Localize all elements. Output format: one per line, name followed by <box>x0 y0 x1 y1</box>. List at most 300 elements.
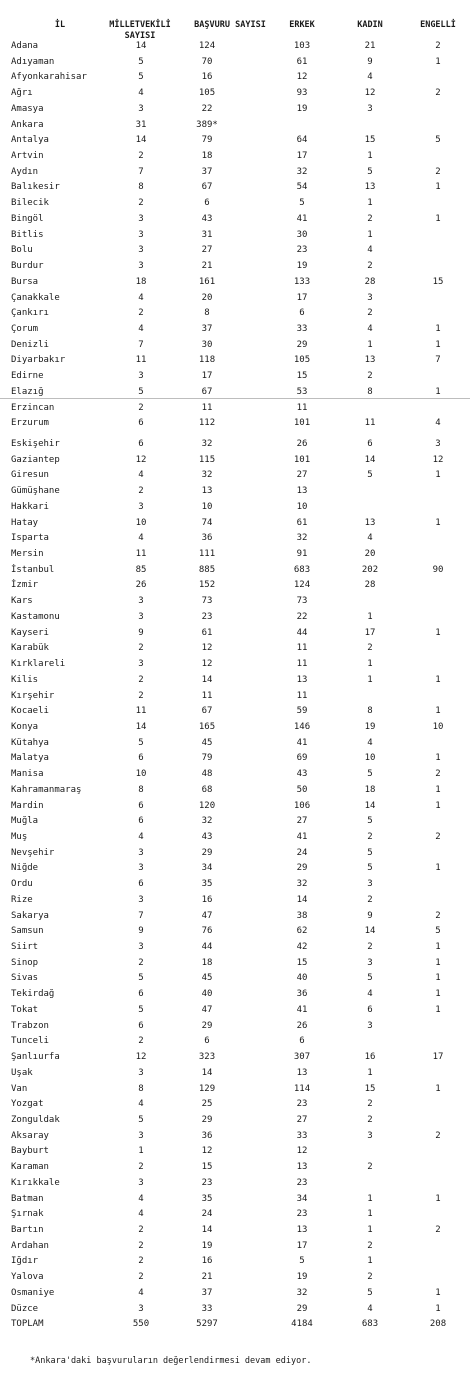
cell-deputies: 2 <box>138 1240 144 1251</box>
table-row <box>0 468 470 484</box>
cell-male: 17 <box>296 292 308 303</box>
cell-male: 11 <box>296 690 308 701</box>
cell-female: 9 <box>367 910 373 921</box>
cell-applications: 23 <box>201 611 213 622</box>
table-row <box>0 846 470 862</box>
cell-deputies: 3 <box>138 261 144 272</box>
cell-province: Bayburt <box>11 1146 49 1157</box>
cell-female: 2 <box>367 1114 373 1125</box>
cell-province: Şırnak <box>11 1209 44 1220</box>
cell-male: 114 <box>293 1083 311 1094</box>
cell-female: 9 <box>367 56 373 67</box>
header-deputy-count: MİLLETVEKİLİ SAYISI <box>109 20 171 41</box>
cell-deputies: 5 <box>138 56 144 67</box>
cell-disabled: 1 <box>435 800 441 811</box>
table-row <box>0 338 470 354</box>
cell-applications: 112 <box>198 418 216 429</box>
cell-male: 5 <box>299 1256 305 1267</box>
table-row <box>0 673 470 689</box>
table-row <box>0 689 470 705</box>
cell-female: 10 <box>364 753 376 764</box>
cell-province: Kastamonu <box>11 611 60 622</box>
cell-province: Mardin <box>11 800 44 811</box>
cell-applications: 67 <box>201 182 213 193</box>
cell-female: 2 <box>367 261 373 272</box>
cell-female: 17 <box>364 627 376 638</box>
cell-province: Sinop <box>11 957 39 968</box>
cell-deputies: 10 <box>135 517 147 528</box>
cell-deputies: 6 <box>138 800 144 811</box>
cell-province: Kocaeli <box>11 706 49 717</box>
cell-deputies: 26 <box>135 580 147 591</box>
cell-female: 21 <box>364 41 376 51</box>
cell-deputies: 7 <box>138 910 144 921</box>
cell-female: 4 <box>367 245 373 256</box>
cell-applications: 48 <box>201 769 213 780</box>
cell-applications: 21 <box>201 261 213 272</box>
cell-applications: 13 <box>201 486 213 497</box>
cell-province: Ordu <box>11 879 33 890</box>
cell-male: 32 <box>296 1287 308 1298</box>
cell-female: 5 <box>367 973 373 984</box>
cell-province: Çanakkale <box>11 292 60 303</box>
cell-applications: 389* <box>196 119 218 130</box>
cell-deputies: 14 <box>135 135 147 146</box>
cell-disabled: 1 <box>435 942 441 953</box>
cell-province: TOPLAM <box>11 1319 44 1330</box>
cell-province: Manisa <box>11 769 44 780</box>
cell-disabled: 1 <box>435 674 441 685</box>
cell-province: Bolu <box>11 245 33 256</box>
cell-male: 38 <box>296 910 308 921</box>
cell-disabled: 7 <box>435 355 441 366</box>
cell-applications: 16 <box>201 72 213 83</box>
cell-disabled: 90 <box>432 564 444 575</box>
cell-applications: 165 <box>198 721 216 732</box>
cell-male: 14 <box>296 894 308 905</box>
cell-male: 27 <box>296 816 308 827</box>
cell-female: 1 <box>367 229 373 240</box>
table-row <box>0 1270 470 1286</box>
cell-deputies: 6 <box>138 879 144 890</box>
table-row <box>0 55 470 71</box>
cell-deputies: 3 <box>138 103 144 114</box>
header-province: İL <box>54 20 66 30</box>
cell-province: Gaziantep <box>11 454 60 465</box>
cell-province: Bursa <box>11 276 39 287</box>
cell-deputies: 2 <box>138 308 144 319</box>
table-row <box>0 861 470 877</box>
cell-female: 2 <box>367 1272 373 1283</box>
cell-deputies: 5 <box>138 1114 144 1125</box>
cell-female: 1 <box>367 151 373 162</box>
cell-province: Muş <box>11 832 28 842</box>
cell-female: 6 <box>367 439 373 449</box>
table-row <box>0 306 470 322</box>
cell-female: 4 <box>367 1303 373 1314</box>
cell-deputies: 7 <box>138 166 144 177</box>
table-row <box>0 1144 470 1160</box>
cell-deputies: 3 <box>138 213 144 224</box>
cell-applications: 12 <box>201 643 213 654</box>
table-row <box>0 1286 470 1302</box>
table-row <box>0 322 470 338</box>
table-row <box>0 1223 470 1239</box>
cell-male: 17 <box>296 151 308 162</box>
cell-female: 16 <box>364 1052 376 1063</box>
cell-deputies: 4 <box>138 88 144 99</box>
cell-deputies: 2 <box>138 1256 144 1267</box>
cell-applications: 27 <box>201 245 213 256</box>
cell-disabled: 1 <box>435 56 441 67</box>
cell-applications: 21 <box>201 1272 213 1283</box>
cell-disabled: 208 <box>429 1319 447 1330</box>
cell-applications: 33 <box>201 1303 213 1314</box>
cell-male: 22 <box>296 611 308 622</box>
cell-deputies: 4 <box>138 1099 144 1110</box>
cell-province: Burdur <box>11 261 44 272</box>
table-row <box>0 987 470 1003</box>
cell-province: Şanlıurfa <box>11 1052 60 1063</box>
cell-province: Tokat <box>11 1004 39 1015</box>
table-row <box>0 594 470 610</box>
cell-male: 30 <box>296 229 308 240</box>
cell-disabled: 1 <box>435 517 441 528</box>
cell-applications: 16 <box>201 1256 213 1267</box>
cell-disabled: 1 <box>435 753 441 764</box>
cell-applications: 152 <box>198 580 216 591</box>
cell-male: 101 <box>293 454 311 465</box>
table-row <box>0 70 470 86</box>
cell-deputies: 2 <box>138 957 144 968</box>
cell-applications: 45 <box>201 973 213 984</box>
cell-applications: 111 <box>198 549 216 560</box>
cell-province: Denizli <box>11 339 49 350</box>
cell-province: Çorum <box>11 323 39 334</box>
cell-applications: 16 <box>201 894 213 905</box>
cell-deputies: 550 <box>132 1319 150 1330</box>
cell-applications: 29 <box>201 847 213 858</box>
cell-male: 13 <box>296 1067 308 1078</box>
cell-applications: 8 <box>204 308 210 319</box>
cell-deputies: 2 <box>138 402 144 413</box>
table-row <box>0 228 470 244</box>
cell-female: 3 <box>367 879 373 890</box>
cell-deputies: 85 <box>135 564 147 575</box>
cell-applications: 32 <box>201 470 213 481</box>
cell-applications: 35 <box>201 1193 213 1204</box>
table-row <box>0 243 470 259</box>
cell-deputies: 3 <box>138 371 144 382</box>
table-row <box>0 893 470 909</box>
cell-applications: 37 <box>201 166 213 177</box>
cell-province: Kilis <box>11 674 39 685</box>
table-row <box>0 799 470 815</box>
table-row <box>0 180 470 196</box>
cell-disabled: 1 <box>435 213 441 224</box>
cell-female: 2 <box>367 213 373 224</box>
table-row <box>0 940 470 956</box>
cell-male: 11 <box>296 659 308 670</box>
table-row <box>0 259 470 275</box>
table-row <box>0 1034 470 1050</box>
cell-female: 5 <box>367 769 373 780</box>
table-row <box>0 437 470 453</box>
cell-applications: 36 <box>201 533 213 544</box>
cell-province: Adana <box>11 41 39 51</box>
cell-deputies: 8 <box>138 182 144 193</box>
cell-applications: 19 <box>201 1240 213 1251</box>
cell-female: 1 <box>367 1209 373 1220</box>
cell-province: Erzincan <box>11 402 55 413</box>
cell-male: 41 <box>296 832 308 842</box>
cell-applications: 14 <box>201 1067 213 1078</box>
cell-male: 33 <box>296 1130 308 1141</box>
cell-applications: 32 <box>201 439 213 449</box>
table-row <box>0 1019 470 1035</box>
cell-disabled: 1 <box>435 989 441 1000</box>
cell-male: 13 <box>296 486 308 497</box>
cell-disabled: 1 <box>435 1303 441 1314</box>
cell-applications: 11 <box>201 690 213 701</box>
cell-male: 19 <box>296 103 308 114</box>
header-application-count: BAŞVURU SAYISI <box>194 20 266 30</box>
table-row <box>0 1066 470 1082</box>
cell-disabled: 2 <box>435 832 441 842</box>
cell-female: 2 <box>367 1099 373 1110</box>
cell-male: 23 <box>296 1177 308 1188</box>
cell-applications: 45 <box>201 737 213 748</box>
table-row <box>0 626 470 642</box>
cell-deputies: 9 <box>138 926 144 937</box>
cell-male: 27 <box>296 470 308 481</box>
cell-deputies: 3 <box>138 1067 144 1078</box>
cell-male: 101 <box>293 418 311 429</box>
cell-province: İstanbul <box>11 564 55 575</box>
cell-male: 13 <box>296 674 308 685</box>
cell-province: Erzurum <box>11 418 49 429</box>
cell-applications: 161 <box>198 276 216 287</box>
cell-province: Uşak <box>11 1067 33 1078</box>
cell-applications: 22 <box>201 103 213 114</box>
footnote: *Ankara'daki başvuruların değerlendirmesi devam ediyor. <box>30 1356 312 1366</box>
cell-disabled: 17 <box>432 1052 444 1063</box>
cell-male: 54 <box>296 182 308 193</box>
cell-province: Siirt <box>11 942 39 953</box>
cell-male: 146 <box>293 721 311 732</box>
cell-deputies: 1 <box>138 1146 144 1157</box>
table-row <box>0 830 470 846</box>
cell-province: Kütahya <box>11 737 49 748</box>
cell-province: Diyarbakır <box>11 355 66 366</box>
cell-deputies: 12 <box>135 1052 147 1063</box>
cell-female: 13 <box>364 517 376 528</box>
cell-applications: 30 <box>201 339 213 350</box>
table-row <box>0 1003 470 1019</box>
cell-male: 61 <box>296 517 308 528</box>
table-row <box>0 704 470 720</box>
cell-female: 4 <box>367 533 373 544</box>
cell-male: 12 <box>296 1146 308 1157</box>
cell-applications: 36 <box>201 1130 213 1141</box>
table-row <box>0 909 470 925</box>
table-row <box>0 783 470 799</box>
cell-male: 69 <box>296 753 308 764</box>
cell-applications: 73 <box>201 596 213 607</box>
cell-province: Muğla <box>11 816 39 827</box>
cell-applications: 11 <box>201 402 213 413</box>
section-divider <box>0 398 470 399</box>
cell-male: 34 <box>296 1193 308 1204</box>
cell-disabled: 1 <box>435 470 441 481</box>
cell-deputies: 3 <box>138 611 144 622</box>
table-row <box>0 133 470 149</box>
cell-male: 13 <box>296 1162 308 1173</box>
cell-disabled: 1 <box>435 386 441 397</box>
cell-province: Balıkesir <box>11 182 60 193</box>
cell-male: 23 <box>296 1209 308 1220</box>
cell-province: Tunceli <box>11 1036 49 1047</box>
cell-applications: 23 <box>201 1177 213 1188</box>
table-row <box>0 877 470 893</box>
cell-deputies: 31 <box>135 119 147 130</box>
table-row <box>0 1129 470 1145</box>
cell-deputies: 2 <box>138 1162 144 1173</box>
cell-disabled: 1 <box>435 1004 441 1015</box>
cell-deputies: 4 <box>138 470 144 481</box>
cell-female: 19 <box>364 721 376 732</box>
cell-applications: 29 <box>201 1020 213 1031</box>
table-row <box>0 416 470 432</box>
cell-male: 26 <box>296 439 308 449</box>
cell-deputies: 14 <box>135 41 147 51</box>
cell-female: 1 <box>367 1225 373 1235</box>
table-row <box>0 547 470 563</box>
cell-applications: 129 <box>198 1083 216 1094</box>
cell-applications: 115 <box>198 454 216 465</box>
cell-male: 91 <box>296 549 308 560</box>
cell-province: Antalya <box>11 135 49 146</box>
table-row <box>0 610 470 626</box>
cell-disabled: 2 <box>435 910 441 921</box>
cell-male: 12 <box>296 72 308 83</box>
cell-applications: 10 <box>201 501 213 512</box>
cell-female: 1 <box>367 611 373 622</box>
cell-applications: 35 <box>201 879 213 890</box>
cell-female: 1 <box>367 1193 373 1204</box>
cell-disabled: 10 <box>432 721 444 732</box>
cell-deputies: 4 <box>138 1193 144 1204</box>
cell-applications: 76 <box>201 926 213 937</box>
cell-province: Gümüşhane <box>11 486 60 497</box>
cell-male: 24 <box>296 847 308 858</box>
cell-province: Karaman <box>11 1162 49 1173</box>
cell-deputies: 12 <box>135 454 147 465</box>
cell-male: 103 <box>293 41 311 51</box>
cell-disabled: 1 <box>435 1193 441 1204</box>
cell-province: Edirne <box>11 371 44 382</box>
cell-female: 4 <box>367 323 373 334</box>
cell-deputies: 8 <box>138 1083 144 1094</box>
cell-male: 15 <box>296 371 308 382</box>
cell-deputies: 2 <box>138 1036 144 1047</box>
cell-applications: 5297 <box>196 1319 218 1330</box>
table-row <box>0 1192 470 1208</box>
cell-male: 29 <box>296 339 308 350</box>
table-row <box>0 102 470 118</box>
cell-deputies: 6 <box>138 753 144 764</box>
cell-deputies: 8 <box>138 784 144 795</box>
cell-applications: 67 <box>201 706 213 717</box>
cell-deputies: 5 <box>138 386 144 397</box>
cell-female: 13 <box>364 182 376 193</box>
cell-province: Ağrı <box>11 88 33 99</box>
cell-male: 4184 <box>291 1319 313 1330</box>
cell-deputies: 7 <box>138 339 144 350</box>
cell-male: 42 <box>296 942 308 953</box>
cell-female: 1 <box>367 198 373 209</box>
cell-deputies: 11 <box>135 355 147 366</box>
table-row <box>0 736 470 752</box>
cell-disabled: 15 <box>432 276 444 287</box>
cell-female: 5 <box>367 847 373 858</box>
cell-male: 106 <box>293 800 311 811</box>
cell-deputies: 3 <box>138 942 144 953</box>
cell-female: 28 <box>364 580 376 591</box>
cell-male: 133 <box>293 276 311 287</box>
cell-female: 1 <box>367 674 373 685</box>
table-row <box>0 641 470 657</box>
cell-female: 3 <box>367 1130 373 1141</box>
cell-female: 4 <box>367 989 373 1000</box>
cell-male: 11 <box>296 643 308 654</box>
cell-deputies: 3 <box>138 1177 144 1188</box>
cell-deputies: 2 <box>138 1272 144 1283</box>
cell-female: 20 <box>364 549 376 560</box>
table-row <box>0 657 470 673</box>
cell-applications: 79 <box>201 135 213 146</box>
cell-applications: 118 <box>198 355 216 366</box>
cell-province: Elazığ <box>11 386 44 397</box>
cell-applications: 25 <box>201 1099 213 1110</box>
table-row <box>0 1302 470 1318</box>
cell-male: 683 <box>293 564 311 575</box>
cell-male: 11 <box>296 402 308 413</box>
cell-female: 4 <box>367 737 373 748</box>
total-row <box>0 1317 470 1333</box>
cell-province: Rize <box>11 894 33 905</box>
cell-male: 32 <box>296 166 308 177</box>
cell-disabled: 4 <box>435 418 441 429</box>
cell-province: Kayseri <box>11 627 49 638</box>
cell-female: 15 <box>364 1083 376 1094</box>
cell-applications: 47 <box>201 910 213 921</box>
table-row <box>0 1207 470 1223</box>
cell-deputies: 4 <box>138 1287 144 1298</box>
cell-applications: 105 <box>198 88 216 99</box>
table-row <box>0 484 470 500</box>
cell-deputies: 3 <box>138 847 144 858</box>
cell-province: Yozgat <box>11 1099 44 1110</box>
cell-disabled: 1 <box>435 1287 441 1298</box>
cell-male: 29 <box>296 863 308 874</box>
cell-deputies: 2 <box>138 674 144 685</box>
cell-applications: 29 <box>201 1114 213 1125</box>
table-row <box>0 971 470 987</box>
cell-applications: 885 <box>198 564 216 575</box>
cell-male: 17 <box>296 1240 308 1251</box>
cell-female: 5 <box>367 863 373 874</box>
